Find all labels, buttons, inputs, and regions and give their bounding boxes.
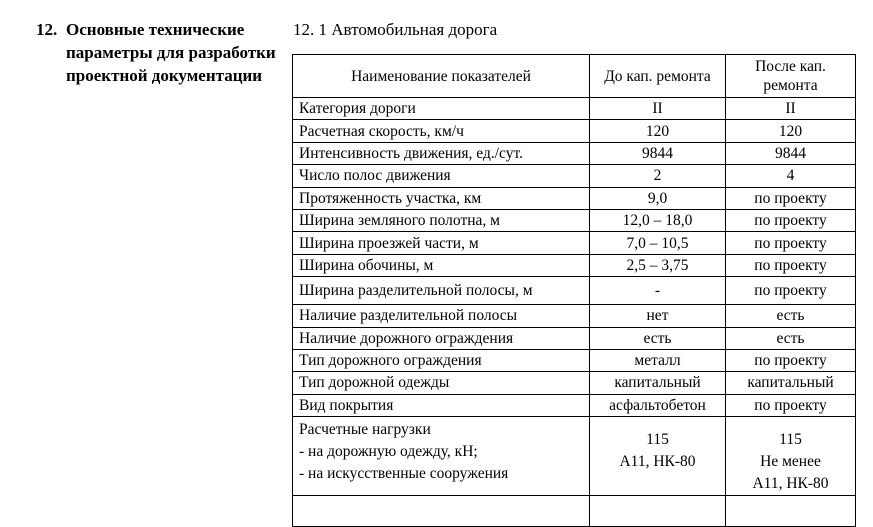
header-indicator-name: Наименование показателей [293, 55, 590, 98]
subsection-title: 12. 1 Автомобильная дорога [293, 20, 498, 39]
table-row [293, 394, 856, 416]
after-value-cell: по проекту [726, 394, 856, 416]
before-value-cell: нет [590, 305, 726, 327]
after-value-cell: по проекту [726, 187, 856, 209]
after-value-cell: 9844 [726, 142, 856, 164]
table-row [293, 187, 856, 209]
table-row [293, 142, 856, 164]
param-name-cell: Тип дорожного ограждения [293, 349, 590, 371]
table-row [293, 165, 856, 187]
table-row-partial [293, 496, 856, 527]
param-name-cell: Категория дороги [293, 98, 590, 120]
before-value-cell: 120 [590, 120, 726, 142]
parameters-table [292, 54, 856, 527]
loads-after-line: 115 [779, 431, 802, 449]
table-row [293, 305, 856, 327]
after-value-cell: по проекту [726, 349, 856, 371]
param-name-cell: Расчетная скорость, км/ч [293, 120, 590, 142]
param-name-cell: Протяженность участка, км [293, 187, 590, 209]
loads-after-cell [726, 417, 856, 496]
partial-before-cell [590, 496, 726, 527]
loads-name-cell [293, 417, 590, 496]
loads-before-line: А11, НК-80 [619, 453, 696, 471]
before-value-cell: есть [590, 327, 726, 349]
after-value-cell: есть [726, 305, 856, 327]
table-row [293, 254, 856, 276]
after-value-cell: по проекту [726, 209, 856, 231]
param-name-cell: Ширина проезжей части, м [293, 232, 590, 254]
param-name-cell: Наличие разделительной полосы [293, 305, 590, 327]
table-body [293, 98, 856, 527]
before-value-cell: 12,0 – 18,0 [590, 209, 726, 231]
before-value-cell: 9,0 [590, 187, 726, 209]
before-value-cell: 2,5 – 3,75 [590, 254, 726, 276]
param-name-cell: Тип дорожной одежды [293, 372, 590, 394]
table-row-loads [293, 417, 856, 496]
loads-name-line: - на искусственные сооружения [299, 465, 509, 483]
table-row [293, 120, 856, 142]
loads-after-line: А11, НК-80 [752, 475, 829, 493]
loads-before-cell [590, 417, 726, 496]
before-value-cell: 7,0 – 10,5 [590, 232, 726, 254]
loads-after-line: Не менее [760, 453, 821, 471]
before-value-cell: 2 [590, 165, 726, 187]
param-name-cell: Число полос движения [293, 165, 590, 187]
before-value-cell: - [590, 277, 726, 305]
before-value-cell: металл [590, 349, 726, 371]
param-name-cell: Ширина земляного полотна, м [293, 209, 590, 231]
after-value-cell: 120 [726, 120, 856, 142]
after-value-cell: есть [726, 327, 856, 349]
table-row [293, 372, 856, 394]
loads-name-line: - на дорожную одежду, кН; [299, 443, 478, 461]
before-value-cell: II [590, 98, 726, 120]
after-value-cell: капитальный [726, 372, 856, 394]
header-after-repair: После кап. ремонта [726, 55, 856, 98]
table-row [293, 349, 856, 371]
after-value-cell: по проекту [726, 254, 856, 276]
before-value-cell: капитальный [590, 372, 726, 394]
after-value-cell: по проекту [726, 277, 856, 305]
table-row [293, 277, 856, 305]
param-name-cell: Ширина обочины, м [293, 254, 590, 276]
table-row [293, 327, 856, 349]
param-name-cell: Вид покрытия [293, 394, 590, 416]
table-row [293, 232, 856, 254]
table-row [293, 98, 856, 120]
header-before-repair: До кап. ремонта [590, 55, 726, 98]
param-name-cell: Наличие дорожного ограждения [293, 327, 590, 349]
section-number: 12. [36, 20, 58, 39]
before-value-cell: асфальтобетон [590, 394, 726, 416]
param-name-cell: Ширина разделительной полосы, м [293, 277, 590, 305]
param-name-cell: Интенсивность движения, ед./сут. [293, 142, 590, 164]
after-value-cell: по проекту [726, 232, 856, 254]
loads-before-line: 115 [646, 431, 669, 449]
table-row [293, 209, 856, 231]
partial-after-cell [726, 496, 856, 527]
partial-name-cell [293, 496, 590, 527]
after-value-cell: 4 [726, 165, 856, 187]
table-header-row [293, 55, 856, 98]
section-title: Основные технические параметры для разработки проектной документации [66, 20, 276, 85]
after-value-cell: II [726, 98, 856, 120]
before-value-cell: 9844 [590, 142, 726, 164]
loads-name-line: Расчетные нагрузки [299, 421, 431, 439]
